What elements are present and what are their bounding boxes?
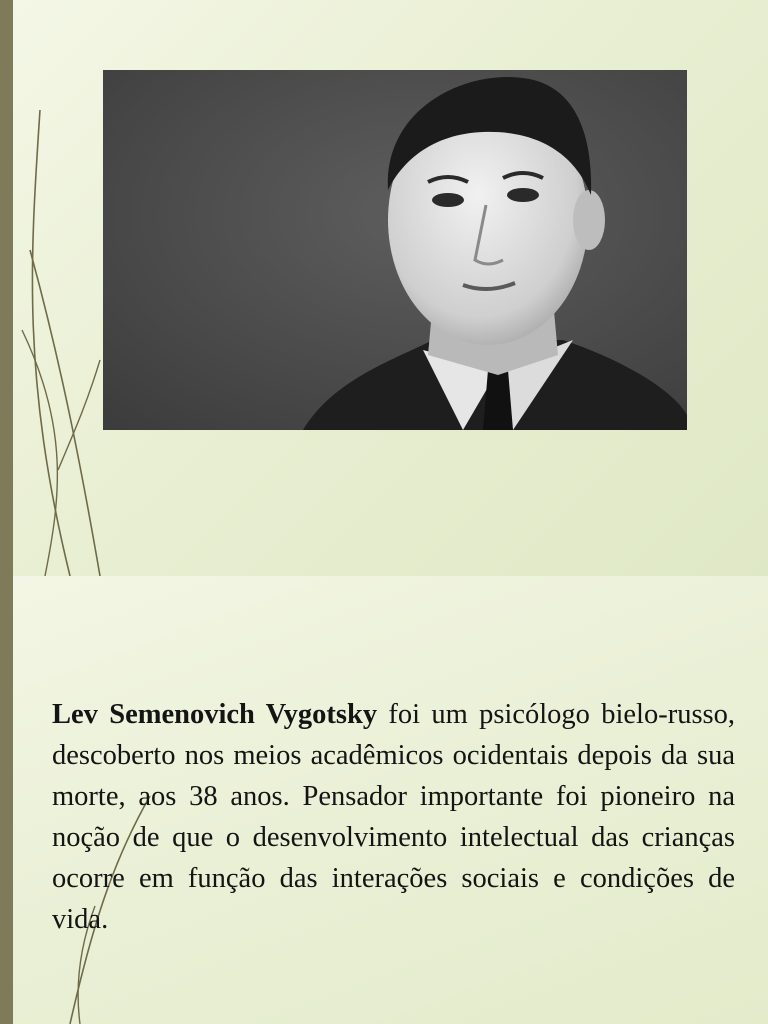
slide-biography: [0, 576, 768, 1024]
biography-text: foi um psicólogo bielo-russo, descoberto nos meios acadêmicos ocidentais depois da sua morte, aos 38 anos. Pensador importante foi pioneiro na noção de que o desenvolvimento intelectual das crianças ocorre em função das interações sociais e condições de vida.: [52, 699, 735, 935]
biography-paragraph: [52, 694, 735, 940]
biography-name: Lev Semenovich Vygotsky: [52, 699, 378, 730]
portrait-photo: [103, 70, 687, 430]
